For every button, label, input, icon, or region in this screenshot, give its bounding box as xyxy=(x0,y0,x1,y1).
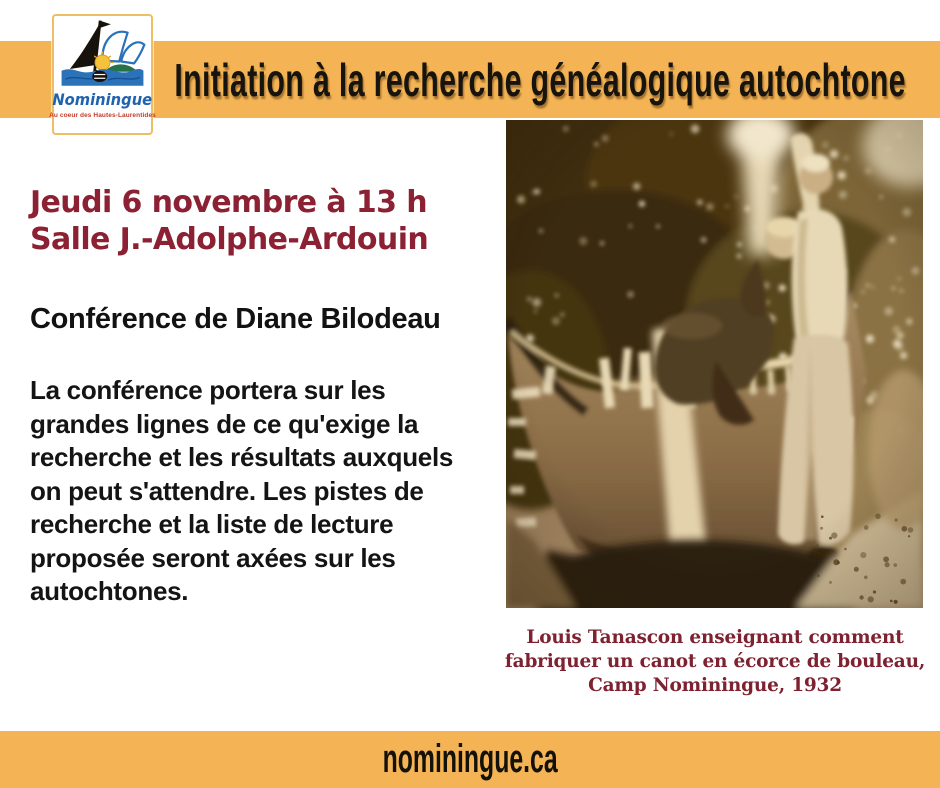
event-photo xyxy=(506,120,923,608)
photo-caption: Louis Tanascon enseignant comment fabriquer un canot en écorce de bouleau, Camp Nominingue, 1932 xyxy=(504,627,926,696)
logo-wordmark: Nominingue xyxy=(52,90,153,109)
event-description: La conférence portera sur les grandes lignes de ce qu'exige la recherche et les résultats auxquels on peut s'attendre. Les pistes de recherche et la liste de lecture proposée seront axées sur les autochtones. xyxy=(30,375,454,606)
poster-title: Initiation à la recherche généalogique autochtone xyxy=(174,53,906,106)
website-url: nominingue.ca xyxy=(382,737,558,781)
nominingue-logo xyxy=(49,14,156,135)
canoe-photo-illustration xyxy=(506,120,923,608)
event-speaker: Conférence de Diane Bilodeau xyxy=(30,303,441,335)
bottom-banner xyxy=(0,731,940,788)
sailboat-logo-icon xyxy=(56,17,149,93)
logo-tagline: Au coeur des Hautes-Laurentides xyxy=(49,112,156,119)
event-datetime-location: Jeudi 6 novembre à 13 h Salle J.-Adolphe-Ardouin xyxy=(30,185,429,257)
